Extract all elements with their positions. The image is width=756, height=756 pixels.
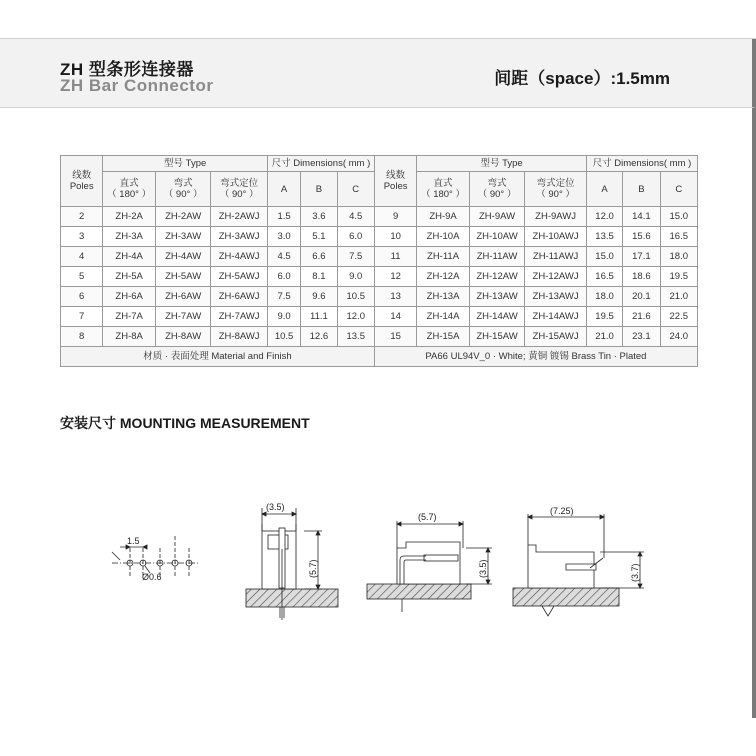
table-cell: ZH-11A	[417, 247, 469, 267]
table-cell: ZH-8A	[103, 327, 155, 347]
table-cell: 2	[61, 207, 103, 227]
table-cell: ZH-4AW	[155, 247, 211, 267]
table-cell: 23.1	[623, 327, 660, 347]
type-header: 型号 Type	[103, 156, 268, 172]
dim-3-5-top: (3.5)	[266, 502, 285, 512]
table-cell: 6.6	[301, 247, 337, 267]
dim-c-header: C	[337, 172, 374, 207]
table-cell: ZH-6AW	[155, 287, 211, 307]
table-cell: 10	[374, 227, 416, 247]
right-angle-header: 弯式 （ 90° ）	[469, 172, 525, 207]
table-cell: ZH-9AWJ	[525, 207, 587, 227]
table-cell: 12.0	[337, 307, 374, 327]
table-cell: 15	[374, 327, 416, 347]
table-cell: 24.0	[660, 327, 697, 347]
material-value: PA66 UL94V_0 · White; 黄铜 镀锡 Brass Tin · Plated	[374, 347, 697, 367]
table-cell: ZH-10A	[417, 227, 469, 247]
table-cell: 14	[374, 307, 416, 327]
table-cell: 6	[61, 287, 103, 307]
table-cell: 20.1	[623, 287, 660, 307]
table-cell: ZH-10AW	[469, 227, 525, 247]
table-cell: ZH-13AWJ	[525, 287, 587, 307]
table-cell: 21.6	[623, 307, 660, 327]
dim-a-header: A	[586, 172, 622, 207]
table-cell: ZH-9A	[417, 207, 469, 227]
dim-3-5-side: (3.5)	[478, 559, 488, 578]
title-english: ZH Bar Connector	[60, 76, 214, 95]
table-cell: 21.0	[586, 327, 622, 347]
table-cell: 3.0	[267, 227, 300, 247]
bottom-margin	[0, 718, 756, 756]
table-cell: ZH-15AW	[469, 327, 525, 347]
table-cell: 7.5	[267, 287, 300, 307]
table-cell: 1.5	[267, 207, 300, 227]
pitch-dim-label: 1.5	[127, 536, 140, 546]
table-cell: ZH-13A	[417, 287, 469, 307]
table-cell: 9.6	[301, 287, 337, 307]
table-cell: 5	[61, 267, 103, 287]
table-cell: 12.0	[586, 207, 622, 227]
right-angle-connector-drawing	[367, 521, 492, 612]
poles-header: 线数 Poles	[374, 156, 416, 207]
table-cell: ZH-9AW	[469, 207, 525, 227]
table-cell: 9	[374, 207, 416, 227]
table-cell: 18.6	[623, 267, 660, 287]
table-cell: ZH-11AWJ	[525, 247, 587, 267]
material-label: 材质 · 表面处理 Material and Finish	[61, 347, 375, 367]
right-angle-header: 弯式 （ 90° ）	[155, 172, 211, 207]
right-angle-locate-drawing	[513, 514, 644, 616]
dim-b-header: B	[623, 172, 660, 207]
table-cell: ZH-15A	[417, 327, 469, 347]
table-cell: ZH-14AW	[469, 307, 525, 327]
table-cell: ZH-2AW	[155, 207, 211, 227]
table-cell: ZH-7A	[103, 307, 155, 327]
table-cell: 10.5	[337, 287, 374, 307]
table-cell: 8.1	[301, 267, 337, 287]
table-cell: ZH-12A	[417, 267, 469, 287]
table-cell: ZH-12AW	[469, 267, 525, 287]
table-cell: 15.0	[660, 207, 697, 227]
table-cell: 9.0	[337, 267, 374, 287]
table-cell: 16.5	[660, 227, 697, 247]
table-cell: ZH-3AW	[155, 227, 211, 247]
dim-5-7-side: (5.7)	[308, 559, 318, 578]
table-cell: 18.0	[660, 247, 697, 267]
dim-7-25-top: (7.25)	[550, 506, 574, 516]
table-cell: ZH-7AWJ	[211, 307, 268, 327]
straight-header: 直式 （ 180° ）	[417, 172, 469, 207]
table-cell: ZH-14A	[417, 307, 469, 327]
table-cell: 7.5	[337, 247, 374, 267]
table-cell: ZH-8AWJ	[211, 327, 268, 347]
table-cell: 12.6	[301, 327, 337, 347]
table-cell: 3	[61, 227, 103, 247]
table-cell: 4.5	[337, 207, 374, 227]
table-cell: 13.5	[586, 227, 622, 247]
table-cell: 13.5	[337, 327, 374, 347]
right-angle-locate-header: 弯式定位 （ 90° ）	[211, 172, 268, 207]
hole-dia-label: Ø0.6	[142, 572, 162, 582]
dim-b-header: B	[301, 172, 337, 207]
right-angle-locate-header: 弯式定位 （ 90° ）	[525, 172, 587, 207]
table-cell: ZH-6AWJ	[211, 287, 268, 307]
table-cell: 5.1	[301, 227, 337, 247]
table-cell: ZH-13AW	[469, 287, 525, 307]
table-cell: 12	[374, 267, 416, 287]
dim-c-header: C	[660, 172, 697, 207]
table-cell: 18.0	[586, 287, 622, 307]
table-cell: 15.0	[586, 247, 622, 267]
table-cell: ZH-11AW	[469, 247, 525, 267]
table-cell: 9.0	[267, 307, 300, 327]
table-cell: ZH-5A	[103, 267, 155, 287]
table-cell: 19.5	[586, 307, 622, 327]
dim-a-header: A	[267, 172, 300, 207]
table-cell: ZH-14AWJ	[525, 307, 587, 327]
table-cell: ZH-15AWJ	[525, 327, 587, 347]
table-cell: 11	[374, 247, 416, 267]
mounting-title: 安装尺寸 MOUNTING MEASUREMENT	[60, 415, 310, 431]
dim-5-7-top: (5.7)	[418, 512, 437, 522]
table-cell: 21.0	[660, 287, 697, 307]
straight-header: 直式 （ 180° ）	[103, 172, 155, 207]
table-cell: 13	[374, 287, 416, 307]
table-cell: ZH-3A	[103, 227, 155, 247]
table-cell: ZH-10AWJ	[525, 227, 587, 247]
table-cell: ZH-3AWJ	[211, 227, 268, 247]
dimensions-header: 尺寸 Dimensions( mm )	[267, 156, 374, 172]
table-cell: 19.5	[660, 267, 697, 287]
table-cell: ZH-7AW	[155, 307, 211, 327]
table-cell: 4.5	[267, 247, 300, 267]
poles-header: 线数 Poles	[61, 156, 103, 207]
table-cell: ZH-6A	[103, 287, 155, 307]
table-cell: 14.1	[623, 207, 660, 227]
table-cell: 17.1	[623, 247, 660, 267]
table-cell: 7	[61, 307, 103, 327]
table-cell: ZH-5AWJ	[211, 267, 268, 287]
table-cell: 6.0	[267, 267, 300, 287]
table-cell: 11.1	[301, 307, 337, 327]
table-cell: 3.6	[301, 207, 337, 227]
table-cell: 4	[61, 247, 103, 267]
table-cell: ZH-2A	[103, 207, 155, 227]
table-cell: ZH-5AW	[155, 267, 211, 287]
table-cell: ZH-4AWJ	[211, 247, 268, 267]
table-cell: 10.5	[267, 327, 300, 347]
table-cell: 22.5	[660, 307, 697, 327]
table-cell: 16.5	[586, 267, 622, 287]
table-cell: ZH-2AWJ	[211, 207, 268, 227]
straight-connector-drawing	[246, 508, 338, 620]
pitch-spacing-label: 间距（space）:1.5mm	[494, 69, 670, 88]
table-cell: 15.6	[623, 227, 660, 247]
table-cell: ZH-12AWJ	[525, 267, 587, 287]
dim-3-7-side: (3.7)	[630, 563, 640, 582]
type-header: 型号 Type	[417, 156, 587, 172]
table-cell: 8	[61, 327, 103, 347]
dimensions-header: 尺寸 Dimensions( mm )	[586, 156, 697, 172]
table-cell: ZH-8AW	[155, 327, 211, 347]
title-chinese: ZH 型条形连接器	[60, 60, 194, 79]
table-cell: 6.0	[337, 227, 374, 247]
table-cell: ZH-4A	[103, 247, 155, 267]
